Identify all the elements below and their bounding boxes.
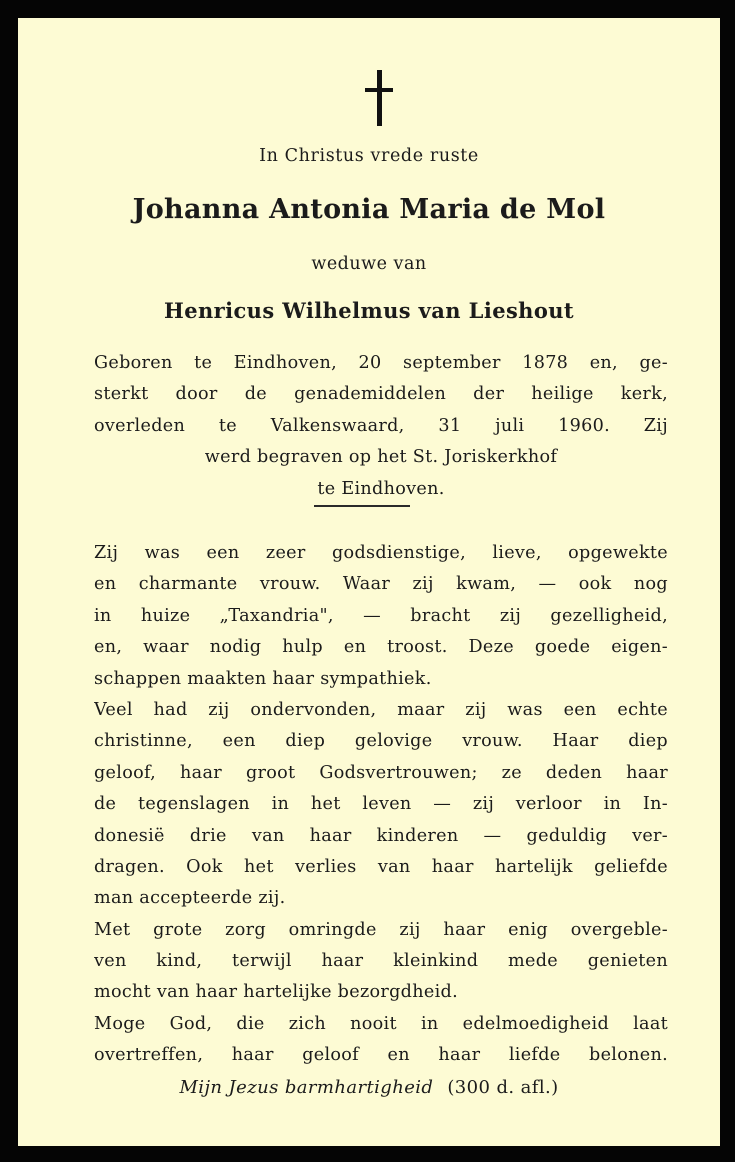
tribute-line: man accepteerde zij.: [94, 888, 286, 909]
memorial-card: [18, 18, 720, 1146]
tribute-line: en, waar nodig hulp en troost. Deze goede eigen-: [94, 637, 668, 658]
tribute-line: mocht van haar hartelijke bezorgdheid.: [94, 982, 458, 1003]
bio-line: te Eindhoven.: [317, 478, 445, 499]
tribute-line: donesië drie van haar kinderen — geduldig ver-: [94, 825, 668, 846]
husband-name: Henricus Wilhelmus van Lieshout: [163, 298, 575, 323]
bio-line: overleden te Valkenswaard, 31 juli 1960. Zij: [94, 415, 668, 436]
tribute-line: overtreffen, haar geloof en haar liefde belonen.: [94, 1045, 668, 1066]
bio-line: sterkt door de genademiddelen der heilige kerk,: [94, 384, 668, 405]
tribute-line: en charmante vrouw. Waar zij kwam, — ook nog: [94, 574, 668, 595]
tribute-line: Veel had zij ondervonden, maar zij was een echte: [94, 699, 668, 720]
tribute-line: schappen maakten haar sympathiek.: [94, 668, 432, 689]
prayer-line: [18, 1077, 720, 1098]
cross-icon: [361, 70, 397, 126]
widow-of-label: weduwe van: [311, 254, 427, 274]
tribute-line: Moge God, die zich nooit in edelmoedigheid laat: [94, 1013, 668, 1034]
tribute-line: geloof, haar groot Godsvertrouwen; ze deden haar: [94, 762, 668, 783]
tribute-line: de tegenslagen in het leven — zij verloor in In-: [94, 794, 668, 815]
invocation: In Christus vrede ruste: [259, 146, 479, 166]
deceased-name: Johanna Antonia Maria de Mol: [132, 194, 606, 225]
tribute-line: christinne, een diep gelovige vrouw. Haar diep: [94, 731, 668, 752]
indulgence-note: (300 d. afl.): [447, 1077, 559, 1098]
biography: [94, 348, 668, 505]
bio-line: Geboren te Eindhoven, 20 september 1878 en, ge-: [94, 353, 668, 373]
tribute-line: dragen. Ook het verlies van haar hartelijk geliefde: [94, 856, 668, 877]
tribute-line: Met grote zorg omringde zij haar enig overgeble-: [94, 919, 668, 940]
tribute: [94, 538, 668, 1072]
tribute-line: in huize „Taxandria", — bracht zij gezelligheid,: [94, 605, 668, 626]
prayer-text: Mijn Jezus barmhartigheid: [179, 1077, 434, 1098]
tribute-line: Zij was een zeer godsdienstige, lieve, opgewekte: [94, 543, 668, 563]
tribute-line: ven kind, terwijl haar kleinkind mede genieten: [94, 951, 668, 972]
bio-line: werd begraven op het St. Joriskerkhof: [204, 447, 558, 468]
divider: [314, 505, 410, 507]
